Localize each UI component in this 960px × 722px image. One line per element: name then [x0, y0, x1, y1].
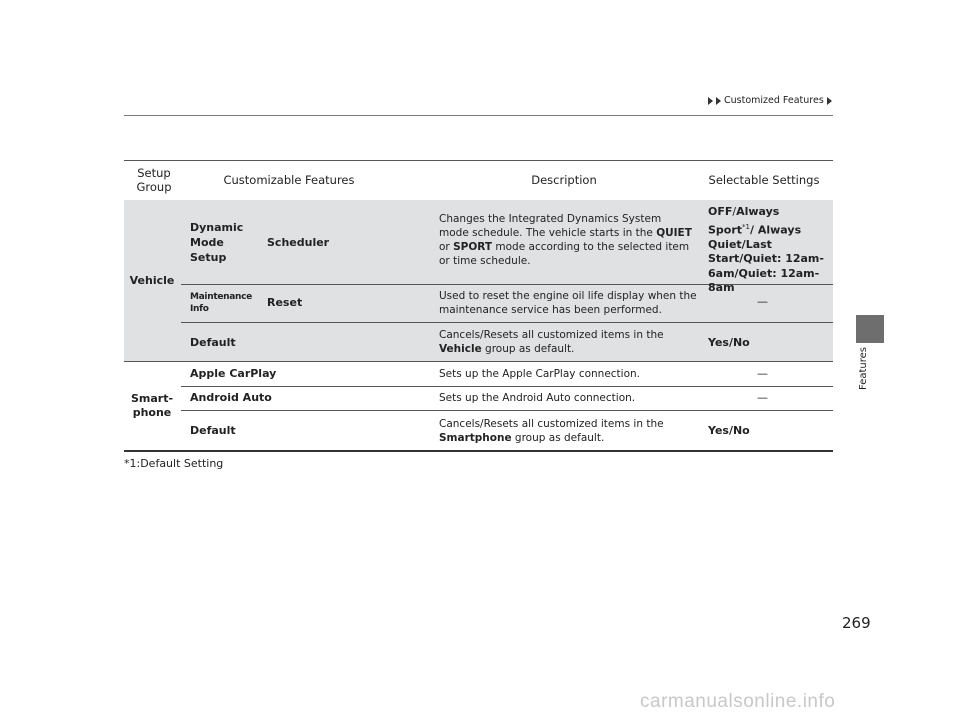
feature-scheduler: Scheduler	[267, 236, 330, 249]
section-tab-marker	[856, 315, 884, 343]
header-rule	[124, 115, 833, 116]
group-divider	[124, 361, 833, 362]
table-bottom-rule	[124, 450, 833, 452]
row-divider	[181, 322, 833, 323]
watermark: carmanualsonline.info	[640, 691, 836, 712]
settings-apple-carplay: —	[757, 367, 768, 380]
header-setup-group: Setup Group	[136, 166, 172, 194]
triangle-right-icon	[708, 97, 713, 105]
triangle-right-icon	[827, 97, 832, 105]
header-selectable-settings: Selectable Settings	[708, 173, 820, 187]
feature-android-auto: Android Auto	[190, 391, 272, 404]
row-divider	[181, 410, 833, 411]
header-description: Description	[531, 173, 597, 187]
footnote: *1:Default Setting	[124, 457, 224, 470]
feature-smartphone-default: Default	[190, 424, 236, 437]
settings-smartphone-default: Yes/No	[708, 424, 750, 437]
desc-vehicle-default: Cancels/Resets all customized items in the Vehicle group as default.	[439, 329, 664, 355]
row-divider	[181, 386, 833, 387]
desc-scheduler: Changes the Integrated Dynamics System mode schedule. The vehicle starts in the QUIET or SPORT mode according to the selected item or time schedule.	[439, 213, 692, 267]
desc-smartphone-default: Cancels/Resets all customized items in the Smartphone group as default.	[439, 418, 664, 444]
feature-reset: Reset	[267, 296, 303, 309]
group-smartphone: Smart- phone	[130, 392, 174, 419]
feature-apple-carplay: Apple CarPlay	[190, 367, 277, 380]
settings-reset: —	[757, 295, 768, 308]
desc-apple-carplay: Sets up the Apple CarPlay connection.	[439, 368, 641, 380]
desc-reset: Used to reset the engine oil life display when the maintenance service has been performed.	[439, 290, 697, 316]
table-header	[124, 160, 833, 201]
feature-maintenance-info: Maintenance Info	[190, 292, 252, 314]
settings-vehicle-default: Yes/No	[708, 336, 750, 349]
triangle-right-icon	[716, 97, 721, 105]
group-vehicle: Vehicle	[129, 274, 175, 287]
page-number: 269	[842, 614, 871, 632]
header-customizable-features: Customizable Features	[223, 173, 355, 187]
settings-scheduler: OFF/Always Sport$^{*1}$/ Always Quiet/Last Start/Quiet: 12am-6am/Quiet: 12am-8am	[708, 205, 824, 295]
settings-android-auto: —	[757, 391, 768, 404]
section-label: Features	[858, 347, 869, 390]
desc-android-auto: Sets up the Android Auto connection.	[439, 392, 636, 404]
breadcrumb-label: Customized Features	[724, 95, 824, 106]
feature-vehicle-default: Default	[190, 336, 236, 349]
breadcrumb	[708, 95, 832, 106]
feature-dynamic-mode-setup: Dynamic Mode Setup	[190, 221, 244, 264]
